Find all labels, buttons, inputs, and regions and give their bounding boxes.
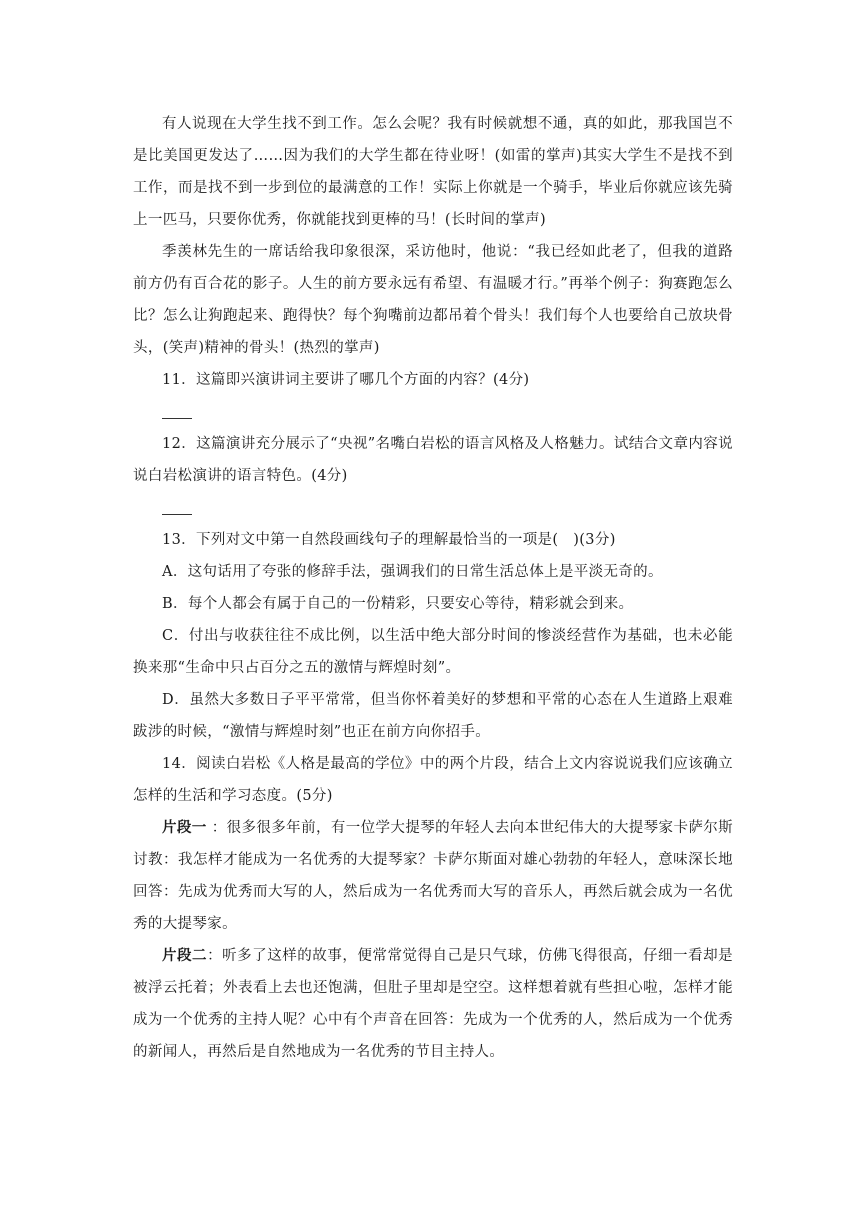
excerpt-1-text: ：很多很多年前，有一位学大提琴的年轻人去向本世纪伟大的大提琴家卡萨尔斯讨教：我怎样才能成为一名优秀的大提琴家？卡萨尔斯面对雄心勃勃的年轻人，意味深长地回答：先成为优秀而大写的人，然后成为一名优秀而大写的音乐人，再然后就会成为一名优秀的大提琴家。 bbox=[133, 820, 733, 932]
question-11: 11．这篇即兴演讲词主要讲了哪几个方面的内容？(4分) bbox=[162, 372, 530, 388]
passage-paragraph-1: 有人说现在大学生找不到工作。怎么会呢？我有时候就想不通，真的如此，那我国岂不是比美国更发达了……因为我们的大学生都在待业呀！(如雷的掌声)其实大学生不是找不到工作，而是找不到一步到位的最满意的工作！实际上你就是一个骑手，毕业后你就应该先骑上一匹马，只要你优秀，你就能找到更棒的马！(长时间的掌声) bbox=[133, 116, 733, 228]
answer-blank-12[interactable] bbox=[133, 492, 733, 524]
excerpt-1 bbox=[133, 812, 733, 940]
answer-blank-11[interactable] bbox=[133, 396, 733, 428]
document-page bbox=[133, 108, 733, 1068]
answer-line bbox=[162, 514, 192, 515]
option-c[interactable]: C．付出与收获往往不成比例，以生活中绝大部分时间的惨淡经营作为基础，也未必能换来那“生命中只占百分之五的激情与辉煌时刻”。 bbox=[133, 628, 733, 676]
option-a[interactable]: A．这句话用了夸张的修辞手法，强调我们的日常生活总体上是平淡无奇的。 bbox=[162, 564, 663, 580]
option-b[interactable]: B．每个人都会有属于自己的一份精彩，只要安心等待，精彩就会到来。 bbox=[162, 596, 634, 612]
excerpt-1-label: 片段一 bbox=[162, 819, 207, 836]
option-d[interactable]: D．虽然大多数日子平平常常，但当你怀着美好的梦想和平常的心态在人生道路上艰难跋涉的时候，“激情与辉煌时刻”也正在前方向你招手。 bbox=[133, 692, 733, 740]
question-14: 14．阅读白岩松《人格是最高的学位》中的两个片段，结合上文内容说说我们应该确立怎样的生活和学习态度。(5分) bbox=[133, 756, 733, 804]
excerpt-2 bbox=[133, 940, 733, 1068]
question-13: 13．下列对文中第一自然段画线句子的理解最恰当的一项是( )(3分) bbox=[162, 532, 616, 548]
excerpt-2-label: 片段二 bbox=[162, 947, 208, 964]
passage-paragraph-2: 季羡林先生的一席话给我印象很深，采访他时，他说：“我已经如此老了，但我的道路前方仍有百合花的影子。人生的前方要永远有希望、有温暖才行。”再举个例子：狗赛跑怎么比？怎么让狗跑起来、跑得快？每个狗嘴前边都吊着个骨头！我们每个人也要给自己放块骨头，(笑声)精神的骨头！(热烈的掌声) bbox=[133, 244, 733, 356]
answer-line bbox=[162, 418, 192, 419]
excerpt-2-text: ：听多了这样的故事，便常常觉得自己是只气球，仿佛飞得很高，仔细一看却是被浮云托着；外表看上去也还饱满，但肚子里却是空空。这样想着就有些担心啦，怎样才能成为一个优秀的主持人呢？心中有个声音在回答：先成为一个优秀的人，然后成为一个优秀的新闻人，再然后是自然地成为一名优秀的节目主持人。 bbox=[133, 948, 733, 1060]
question-12: 12．这篇演讲充分展示了“央视”名嘴白岩松的语言风格及人格魅力。试结合文章内容说说白岩松演讲的语言特色。(4分) bbox=[133, 436, 733, 484]
